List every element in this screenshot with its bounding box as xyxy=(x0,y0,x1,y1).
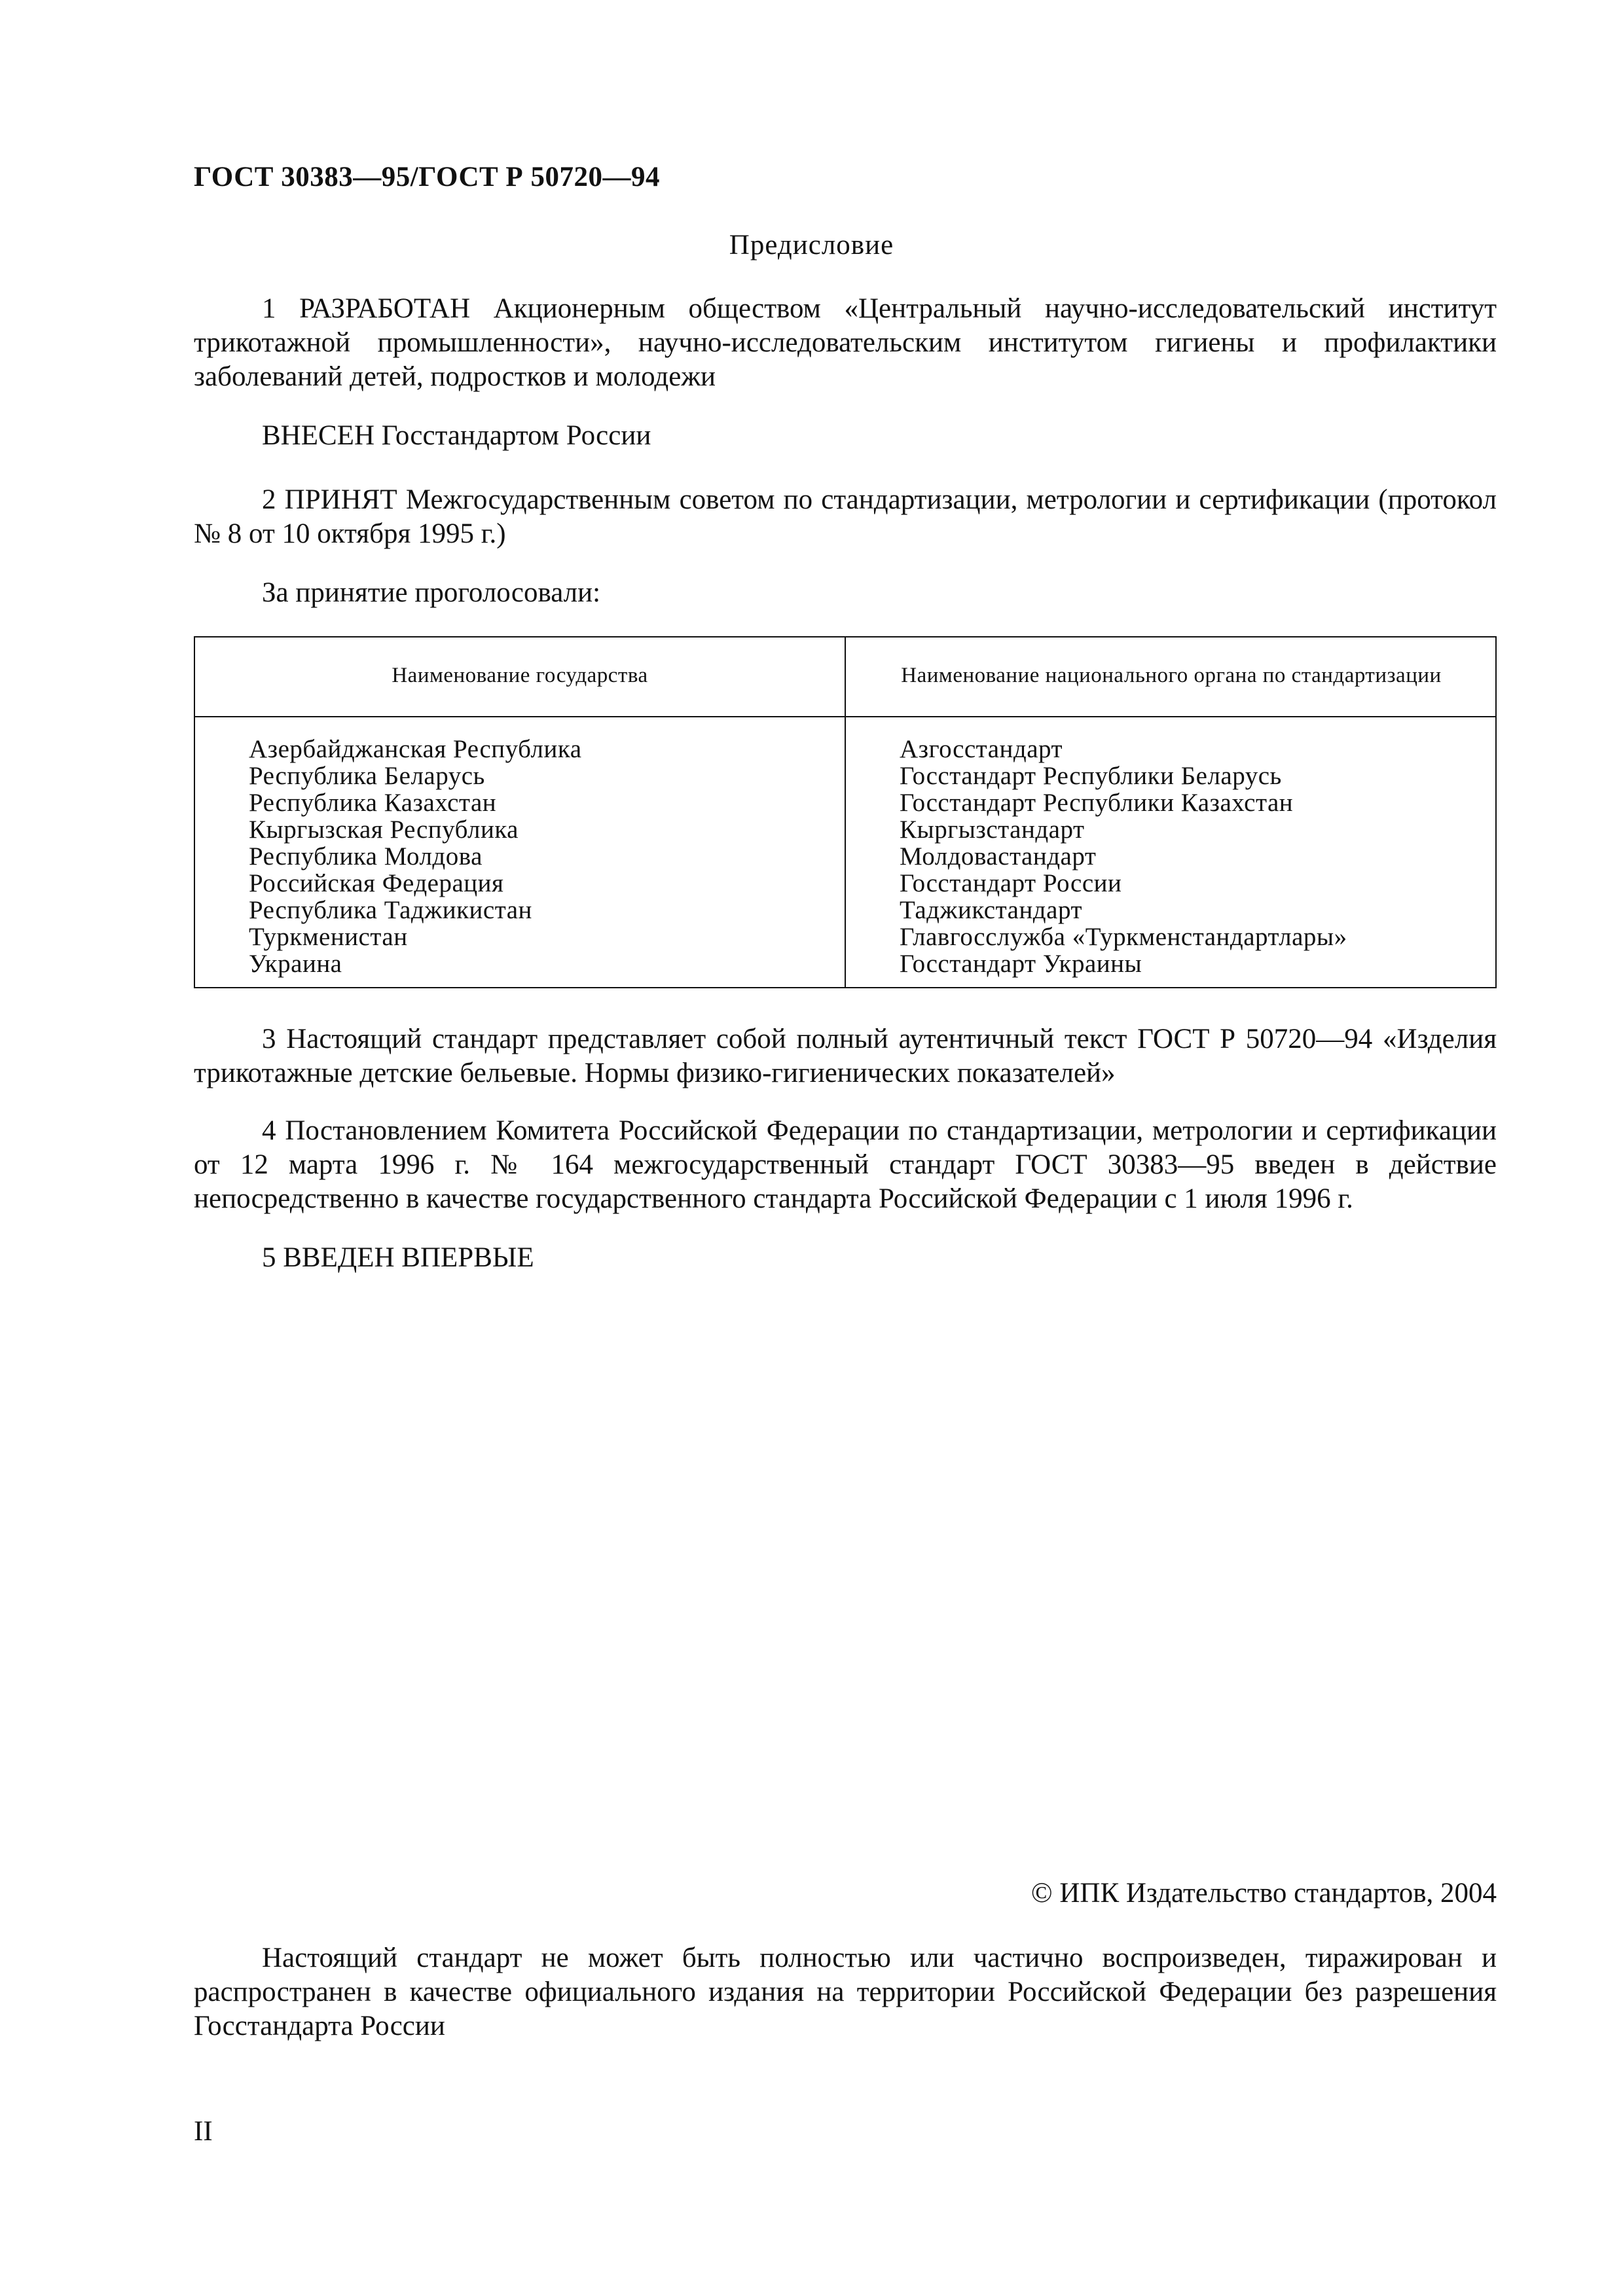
national-body-name: Таджикстандарт xyxy=(900,896,1082,924)
table-header-state: Наименование государства xyxy=(392,664,648,687)
paragraph-authentic-text: 3 Настоящий стандарт представляет собой полный аутентичный текст ГОСТ Р 50720—94 «Изделия трикотажные детские бельевые. Нормы физико-гигиенических показателей» xyxy=(194,1024,1497,1088)
state-name: Российская Федерация xyxy=(249,869,504,897)
paragraph-first-introduced: 5 ВВЕДЕН ВПЕРВЫЕ xyxy=(262,1242,534,1273)
table-header-rule xyxy=(195,716,1495,717)
national-body-name: Госстандарт Украины xyxy=(900,950,1142,978)
voting-table xyxy=(194,636,1497,988)
states-list xyxy=(249,736,582,977)
state-name: Азербайджанская Республика xyxy=(249,735,582,763)
page-title: Предисловие xyxy=(729,230,894,260)
state-name: Республика Таджикистан xyxy=(249,896,532,924)
national-body-name: Госстандарт Республики Казахстан xyxy=(900,789,1294,817)
national-body-name: Госстандарт Республики Беларусь xyxy=(900,762,1282,790)
table-header-national-body: Наименование национального органа по стандартизации xyxy=(901,664,1442,687)
state-name: Республика Беларусь xyxy=(249,762,485,790)
copyright-line: © ИПК Издательство стандартов, 2004 xyxy=(1030,1878,1497,1909)
state-name: Украина xyxy=(249,950,342,978)
national-body-name: Азгосстандарт xyxy=(900,735,1063,763)
state-name: Республика Казахстан xyxy=(249,789,497,817)
state-name: Республика Молдова xyxy=(249,842,483,870)
paragraph-introduced-by: ВНЕСЕН Госстандартом России xyxy=(262,420,651,451)
national-body-name: Госстандарт России xyxy=(900,869,1122,897)
state-name: Кыргызская Республика xyxy=(249,816,519,844)
paragraph-enactment-resolution: 4 Постановлением Комитета Российской Федерации по стандартизации, метрологии и сертификации от 12 марта 1996 г. № 164 межгосударственный стандарт ГОСТ 30383—95 введен в действие непосредственно в качестве государственного стандарта Российской Федерации с 1 июля 1996 г. xyxy=(194,1115,1497,1214)
paragraph-developed-by: 1 РАЗРАБОТАН Акционерным обществом «Центральный научно-исследовательский институт трикотажной промышленности», научно-исследовательским институтом гигиены и профилактики заболеваний детей, подростков и молодежи xyxy=(194,293,1497,392)
national-body-name: Кыргызстандарт xyxy=(900,816,1085,844)
national-body-name: Молдовастандарт xyxy=(900,842,1097,870)
state-name: Туркменистан xyxy=(249,923,408,951)
reproduction-notice: Настоящий стандарт не может быть полностью или частично воспроизведен, тиражирован и распространен в качестве официального издания на территории Российской Федерации без разрешения Госстандарта России xyxy=(194,1943,1497,2041)
paragraph-voted-for: За принятие проголосовали: xyxy=(262,577,601,608)
national-body-name: Главгосслужба «Туркменстандартлары» xyxy=(900,923,1347,951)
standard-code-header: ГОСТ 30383—95/ГОСТ Р 50720—94 xyxy=(194,162,660,192)
paragraph-adopted-by: 2 ПРИНЯТ Межгосударственным советом по стандартизации, метрологии и сертификации (протокол № 8 от 10 октября 1995 г.) xyxy=(194,484,1497,549)
national-bodies-list xyxy=(900,736,1347,977)
page-number: II xyxy=(194,2116,213,2147)
table-column-divider xyxy=(845,637,846,987)
